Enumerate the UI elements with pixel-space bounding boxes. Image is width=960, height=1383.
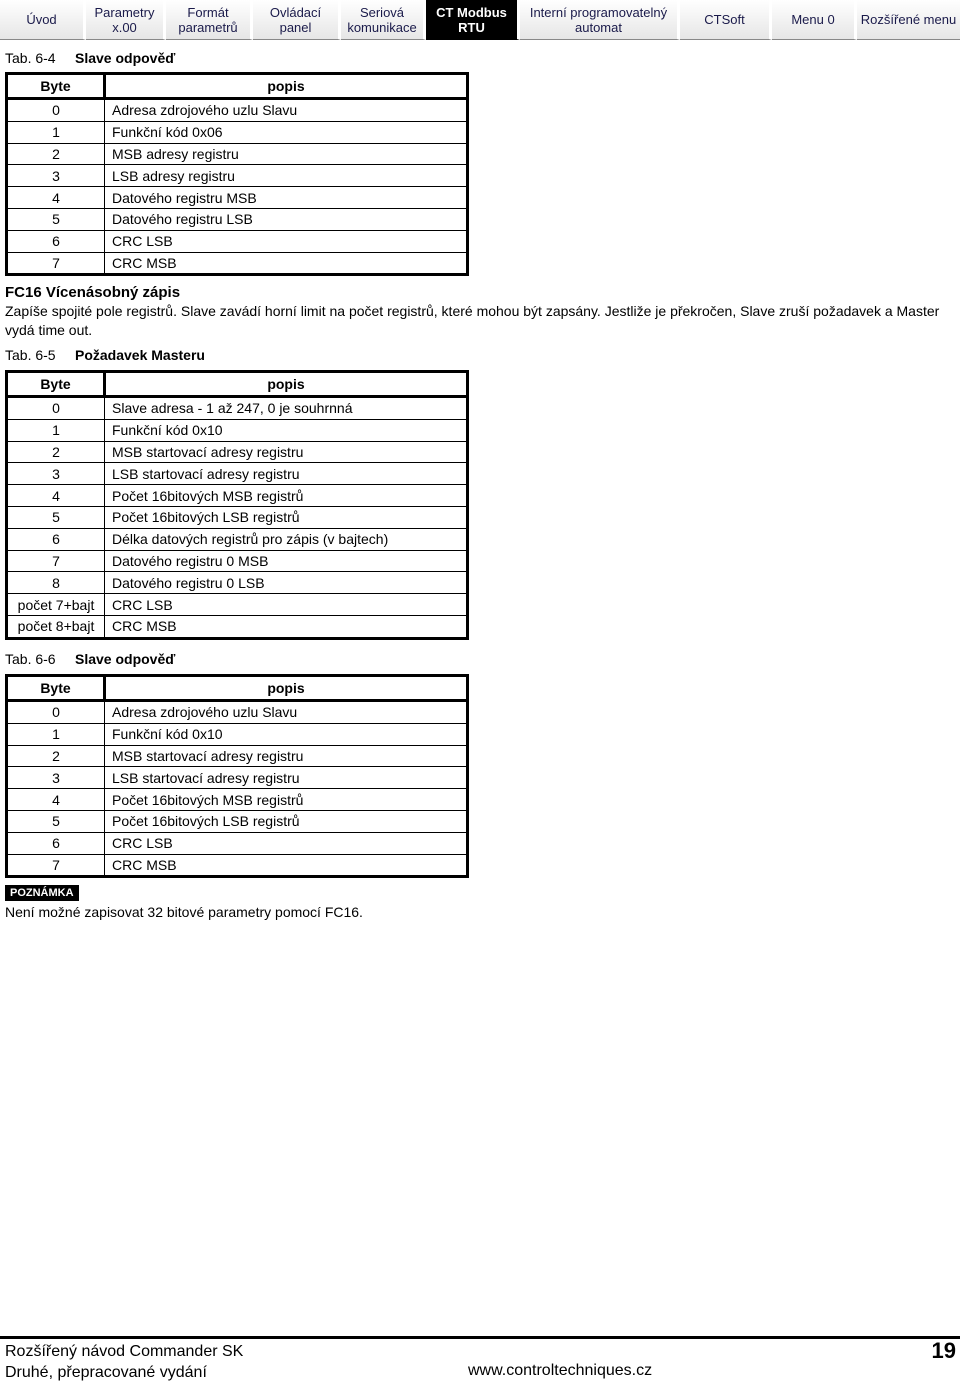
- table-6-5: [5, 370, 469, 640]
- page-number: 19: [931, 1338, 956, 1363]
- byte-cell: 7: [7, 252, 105, 275]
- nav-label: Seriová: [359, 4, 405, 20]
- description-cell: Délka datových registrů pro zápis (v bajtech): [105, 528, 468, 550]
- byte-cell: 7: [7, 550, 105, 572]
- nav-label: Rozšířené menu: [860, 12, 957, 27]
- byte-cell: 1: [7, 121, 105, 143]
- byte-cell: 0: [7, 397, 105, 420]
- table-header-row: [7, 74, 468, 99]
- byte-cell: 5: [7, 208, 105, 230]
- note-badge: POZNÁMKA: [5, 885, 79, 901]
- nav-tab-ct-modbus-rtu[interactable]: [426, 0, 520, 40]
- byte-cell: 4: [7, 789, 105, 811]
- table-6-6: [5, 674, 469, 878]
- description-cell: CRC LSB: [105, 594, 468, 616]
- table-row: [7, 550, 468, 572]
- section-paragraph: Zapíše spojité pole registrů. Slave zavádí horní limit na počet registrů, které mohou být zapsány. Jestliže je překročen, Slave zruší požadavek a Master vydá time out.: [5, 303, 940, 338]
- byte-cell: 1: [7, 723, 105, 745]
- byte-cell: počet 7+bajt: [7, 594, 105, 616]
- table-row: [7, 745, 468, 767]
- section-heading: FC16 Vícenásobný zápis: [5, 284, 181, 301]
- byte-cell: 6: [7, 832, 105, 854]
- description-cell: LSB startovací adresy registru: [105, 463, 468, 485]
- description-cell: Datového registru MSB: [105, 187, 468, 209]
- byte-cell: 6: [7, 230, 105, 252]
- column-header-byte: Byte: [7, 74, 105, 99]
- table-row: [7, 419, 468, 441]
- note-text: Není možné zapisovat 32 bitové parametry pomocí FC16.: [5, 904, 363, 920]
- footer-divider: [0, 1336, 960, 1339]
- nav-label: Menu 0: [791, 12, 835, 27]
- byte-cell: 1: [7, 419, 105, 441]
- nav-label: parametrů: [178, 19, 238, 35]
- description-cell: LSB adresy registru: [105, 165, 468, 187]
- column-header-popis: popis: [105, 74, 468, 99]
- description-cell: CRC LSB: [105, 832, 468, 854]
- table-row: [7, 723, 468, 745]
- table-row: [7, 208, 468, 230]
- nav-label: CTSoft: [704, 12, 745, 27]
- nav-label: CT Modbus: [436, 4, 507, 20]
- description-cell: Počet 16bitových MSB registrů: [105, 485, 468, 507]
- byte-cell: 2: [7, 441, 105, 463]
- nav-label: Úvod: [26, 12, 57, 27]
- table-row: [7, 810, 468, 832]
- byte-cell: 4: [7, 485, 105, 507]
- byte-cell: 3: [7, 767, 105, 789]
- nav-tab-format[interactable]: [166, 0, 253, 40]
- byte-cell: 2: [7, 745, 105, 767]
- nav-tab-ovladaci[interactable]: [253, 0, 341, 40]
- nav-tab-interni-automat[interactable]: [520, 0, 680, 40]
- byte-cell: 0: [7, 701, 105, 724]
- table-row: [7, 441, 468, 463]
- description-cell: CRC MSB: [105, 615, 468, 638]
- table-row: [7, 463, 468, 485]
- table-caption: [5, 347, 205, 363]
- table-row: [7, 506, 468, 528]
- description-cell: MSB adresy registru: [105, 143, 468, 165]
- nav-label: Formát: [187, 4, 229, 20]
- table-row: [7, 252, 468, 275]
- description-cell: CRC LSB: [105, 230, 468, 252]
- description-cell: MSB startovací adresy registru: [105, 441, 468, 463]
- byte-cell: 5: [7, 810, 105, 832]
- nav-tab-rozsirene-menu[interactable]: [857, 0, 960, 40]
- table-row: [7, 615, 468, 638]
- nav-tab-menu0[interactable]: [772, 0, 857, 40]
- nav-tab-ctsoft[interactable]: [680, 0, 772, 40]
- description-cell: LSB startovací adresy registru: [105, 767, 468, 789]
- description-cell: CRC MSB: [105, 252, 468, 275]
- footer-title: Rozšířený návod Commander SK: [5, 1343, 244, 1360]
- byte-cell: 8: [7, 572, 105, 594]
- table-header-row: [7, 676, 468, 701]
- caption-number: Tab. 6-4: [5, 50, 56, 66]
- nav-label: Parametry: [94, 4, 155, 20]
- table-header-row: [7, 372, 468, 397]
- description-cell: Datového registru LSB: [105, 208, 468, 230]
- table-caption: [5, 50, 175, 66]
- table-row: [7, 832, 468, 854]
- byte-cell: 7: [7, 854, 105, 877]
- byte-cell: 3: [7, 463, 105, 485]
- table-row: [7, 701, 468, 724]
- description-cell: Funkční kód 0x10: [105, 419, 468, 441]
- byte-cell: 6: [7, 528, 105, 550]
- byte-cell: 0: [7, 99, 105, 122]
- description-cell: Adresa zdrojového uzlu Slavu: [105, 701, 468, 724]
- caption-title: Požadavek Masteru: [75, 347, 205, 363]
- table-6-4: [5, 72, 469, 276]
- description-cell: Počet 16bitových LSB registrů: [105, 506, 468, 528]
- description-cell: MSB startovací adresy registru: [105, 745, 468, 767]
- table-row: [7, 485, 468, 507]
- nav-label: Ovládací: [269, 4, 322, 20]
- caption-title: Slave odpověď: [75, 651, 176, 667]
- byte-cell: 3: [7, 165, 105, 187]
- table-row: [7, 854, 468, 877]
- byte-cell: počet 8+bajt: [7, 615, 105, 638]
- description-cell: Datového registru 0 LSB: [105, 572, 468, 594]
- table-row: [7, 767, 468, 789]
- column-header-popis: popis: [105, 676, 468, 701]
- nav-tab-seriova[interactable]: [341, 0, 426, 40]
- description-cell: Počet 16bitových MSB registrů: [105, 789, 468, 811]
- byte-cell: 2: [7, 143, 105, 165]
- caption-number: Tab. 6-6: [5, 651, 56, 667]
- table-row: [7, 397, 468, 420]
- description-cell: Datového registru 0 MSB: [105, 550, 468, 572]
- nav-label: RTU: [458, 19, 485, 35]
- nav-label: x.00: [112, 19, 137, 35]
- nav-tab-uvod[interactable]: [0, 0, 86, 40]
- nav-label: panel: [279, 19, 312, 35]
- nav-label: komunikace: [347, 19, 417, 35]
- column-header-popis: popis: [105, 372, 468, 397]
- description-cell: Adresa zdrojového uzlu Slavu: [105, 99, 468, 122]
- nav-tab-parametry[interactable]: [86, 0, 166, 40]
- description-cell: Slave adresa - 1 až 247, 0 je souhrnná: [105, 397, 468, 420]
- byte-cell: 4: [7, 187, 105, 209]
- description-cell: Funkční kód 0x10: [105, 723, 468, 745]
- column-header-byte: Byte: [7, 676, 105, 701]
- description-cell: Funkční kód 0x06: [105, 121, 468, 143]
- nav-label: Interní programovatelný: [529, 4, 668, 20]
- caption-number: Tab. 6-5: [5, 347, 56, 363]
- top-navigation: [0, 0, 960, 40]
- footer-edition: Druhé, přepracované vydání: [5, 1364, 207, 1381]
- footer-info: [5, 1341, 243, 1383]
- description-cell: CRC MSB: [105, 854, 468, 877]
- footer-url-link[interactable]: www.controltechniques.cz: [468, 1362, 653, 1379]
- table-row: [7, 230, 468, 252]
- table-caption: [5, 651, 175, 667]
- table-row: [7, 572, 468, 594]
- column-header-byte: Byte: [7, 372, 105, 397]
- caption-title: Slave odpověď: [75, 50, 176, 66]
- table-row: [7, 594, 468, 616]
- table-row: [7, 121, 468, 143]
- table-row: [7, 789, 468, 811]
- table-row: [7, 165, 468, 187]
- byte-cell: 5: [7, 506, 105, 528]
- nav-label: automat: [575, 19, 622, 35]
- table-row: [7, 99, 468, 122]
- table-row: [7, 187, 468, 209]
- table-row: [7, 528, 468, 550]
- description-cell: Počet 16bitových LSB registrů: [105, 810, 468, 832]
- table-row: [7, 143, 468, 165]
